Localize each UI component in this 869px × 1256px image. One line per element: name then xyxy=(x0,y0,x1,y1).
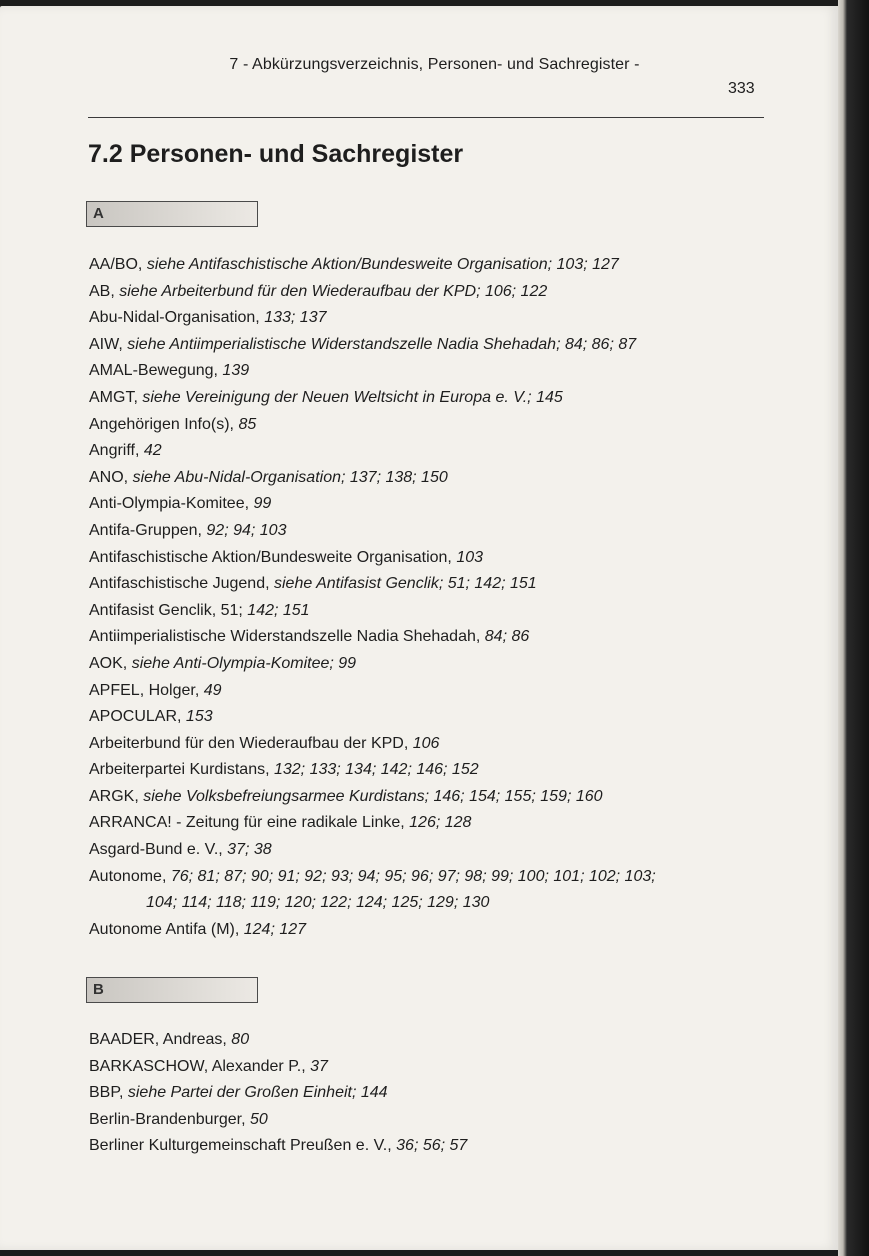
entry-page-refs: 42 xyxy=(143,442,162,460)
entry-page-refs: ; 51; 142; 151 xyxy=(438,575,537,593)
index-entry xyxy=(89,465,769,492)
entry-term: Antifasist Genclik, 51; xyxy=(89,601,243,619)
letter-heading-b xyxy=(86,977,258,1003)
entry-term: ARGK, xyxy=(89,787,139,805)
running-head: 7 - Abkürzungsverzeichnis, Personen- und Sachregister - xyxy=(229,56,640,73)
entry-page-refs: 106 xyxy=(412,734,440,752)
entry-cross-reference: siehe Antifaschistische Aktion/Bundesweite Organisation xyxy=(146,256,548,273)
book-spine xyxy=(838,0,869,1256)
index-entry xyxy=(89,784,769,811)
entry-term: BARKASCHOW, Alexander P., xyxy=(89,1057,306,1075)
index-entry xyxy=(89,1054,769,1081)
entry-cross-reference: siehe Abu-Nidal-Organisation xyxy=(132,468,341,486)
page-number: 333 xyxy=(728,80,755,97)
entry-page-refs: 103 xyxy=(456,548,484,566)
entry-cross-reference: siehe Arbeiterbund für den Wiederaufbau der KPD xyxy=(119,282,477,300)
entry-term: AA/BO, xyxy=(89,256,143,273)
entry-cross-reference: siehe Anti-Olympia-Komitee xyxy=(131,654,330,672)
entry-cross-reference: siehe Antiimperialistische Widerstandszelle Nadia Shehadah xyxy=(127,335,557,353)
index-list-b xyxy=(89,1027,769,1160)
index-entry xyxy=(89,651,769,678)
entry-term: Asgard-Bund e. V., xyxy=(89,841,223,859)
entry-term: Antifaschistische Aktion/Bundesweite Organisation, xyxy=(89,548,452,566)
entry-term: BBP, xyxy=(89,1084,124,1102)
entry-page-refs: 84; 86 xyxy=(484,628,530,646)
index-entry xyxy=(89,624,769,651)
entry-term: Arbeiterbund für den Wiederaufbau der KPD, xyxy=(89,734,409,752)
entry-term: AB, xyxy=(89,282,115,300)
entry-page-refs: 92; 94; 103 xyxy=(206,521,287,539)
index-entry xyxy=(89,757,769,784)
entry-cross-reference: siehe Antifasist Genclik xyxy=(274,575,439,593)
entry-page-refs: ; 146; 154; 155; 159; 160 xyxy=(424,787,603,805)
index-list-a xyxy=(89,252,769,943)
entry-term: Antifaschistische Jugend, xyxy=(89,575,270,593)
entry-term: ANO, xyxy=(89,468,129,486)
header-rule xyxy=(88,117,764,118)
index-entry xyxy=(89,571,769,598)
index-entry xyxy=(89,252,769,279)
entry-term: Autonome, xyxy=(89,867,167,885)
entry-page-refs: 50 xyxy=(250,1110,268,1128)
entry-cross-reference: siehe Volksbefreiungsarmee Kurdistans xyxy=(143,787,425,805)
entry-cross-reference: siehe Partei der Großen Einheit xyxy=(127,1084,352,1102)
entry-page-refs: ; 84; 86; 87 xyxy=(556,335,637,353)
index-entry xyxy=(89,491,769,518)
entry-page-refs: 36; 56; 57 xyxy=(396,1137,468,1155)
entry-page-refs: 133; 137 xyxy=(264,309,327,327)
entry-term: Angehörigen Info(s), xyxy=(89,415,234,433)
entry-page-refs: ; 144 xyxy=(351,1084,388,1102)
entry-term: Autonome Antifa (M), xyxy=(89,920,240,938)
index-entry xyxy=(89,810,769,837)
letter-heading-a xyxy=(86,201,258,227)
entry-page-refs: 124; 127 xyxy=(243,920,307,938)
index-entry xyxy=(89,412,769,439)
entry-term: Berlin-Brandenburger, xyxy=(89,1110,246,1128)
entry-cross-reference: siehe Vereinigung der Neuen Weltsicht in Europa e. V. xyxy=(142,388,528,406)
entry-page-refs: 132; 133; 134; 142; 146; 152 xyxy=(273,761,479,779)
entry-term: Abu-Nidal-Organisation, xyxy=(89,309,260,327)
entry-page-refs: ; 145 xyxy=(527,388,563,406)
index-entry xyxy=(89,438,769,465)
index-entry xyxy=(89,704,769,731)
index-entry xyxy=(89,545,769,572)
entry-term: AMAL-Bewegung, xyxy=(89,362,218,380)
letter-label: A xyxy=(93,205,104,222)
index-entry xyxy=(89,305,769,332)
entry-page-refs: 99 xyxy=(253,495,272,513)
index-entry xyxy=(89,1107,769,1134)
entry-page-refs: 85 xyxy=(238,415,257,433)
index-entry xyxy=(89,864,769,917)
entry-term: Arbeiterpartei Kurdistans, xyxy=(89,761,270,779)
index-entry xyxy=(89,731,769,758)
entry-term: ARRANCA! - Zeitung für eine radikale Linke, xyxy=(89,814,405,832)
index-entry xyxy=(89,1027,769,1054)
entry-page-refs: 76; 81; 87; 90; 91; 92; 93; 94; 95; 96; 97; 98; 99; 100; 101; 102; 103; xyxy=(170,867,656,885)
entry-page-refs: 80 xyxy=(231,1031,250,1048)
entry-term: Antiimperialistische Widerstandszelle Nadia Shehadah, xyxy=(89,628,481,646)
entry-term: Berliner Kulturgemeinschaft Preußen e. V., xyxy=(89,1137,392,1155)
entry-page-refs: 139 xyxy=(222,362,250,380)
entry-page-refs: ; 103; 127 xyxy=(547,256,619,273)
index-entry xyxy=(89,385,769,412)
entry-term: Anti-Olympia-Komitee, xyxy=(89,495,250,513)
index-entry xyxy=(89,598,769,625)
index-entry xyxy=(89,1080,769,1107)
index-entry xyxy=(89,279,769,306)
entry-term: AOK, xyxy=(89,654,128,672)
entry-term: APFEL, Holger, xyxy=(89,681,200,699)
entry-page-refs: 153 xyxy=(185,708,213,726)
entry-page-refs: ; 106; 122 xyxy=(476,282,548,300)
entry-page-refs: 126; 128 xyxy=(409,814,472,832)
letter-label: B xyxy=(93,981,104,998)
entry-page-refs: 37 xyxy=(310,1057,328,1075)
index-entry xyxy=(89,678,769,705)
entry-term: Antifa-Gruppen, xyxy=(89,521,202,539)
entry-term: APOCULAR, xyxy=(89,708,182,726)
index-entry xyxy=(89,837,769,864)
index-entry xyxy=(89,1133,769,1160)
index-entry xyxy=(89,332,769,359)
index-entry xyxy=(89,917,769,944)
index-entry xyxy=(89,358,769,385)
entry-term: AMGT, xyxy=(89,388,138,406)
entry-term: BAADER, Andreas, xyxy=(89,1031,227,1048)
section-title: 7.2 Personen- und Sachregister xyxy=(88,140,464,168)
entry-term: AIW, xyxy=(89,335,123,353)
entry-page-refs: 37; 38 xyxy=(227,841,272,859)
index-entry xyxy=(89,518,769,545)
entry-page-refs: 142; 151 xyxy=(247,601,310,619)
entry-page-refs: ; 99 xyxy=(329,654,357,672)
entry-page-refs: ; 137; 138; 150 xyxy=(340,468,448,486)
entry-term: Angriff, xyxy=(89,442,140,460)
entry-page-refs: 49 xyxy=(203,681,222,699)
entry-page-refs-continued: 104; 114; 118; 119; 120; 122; 124; 125; 129; 130 xyxy=(146,894,490,912)
